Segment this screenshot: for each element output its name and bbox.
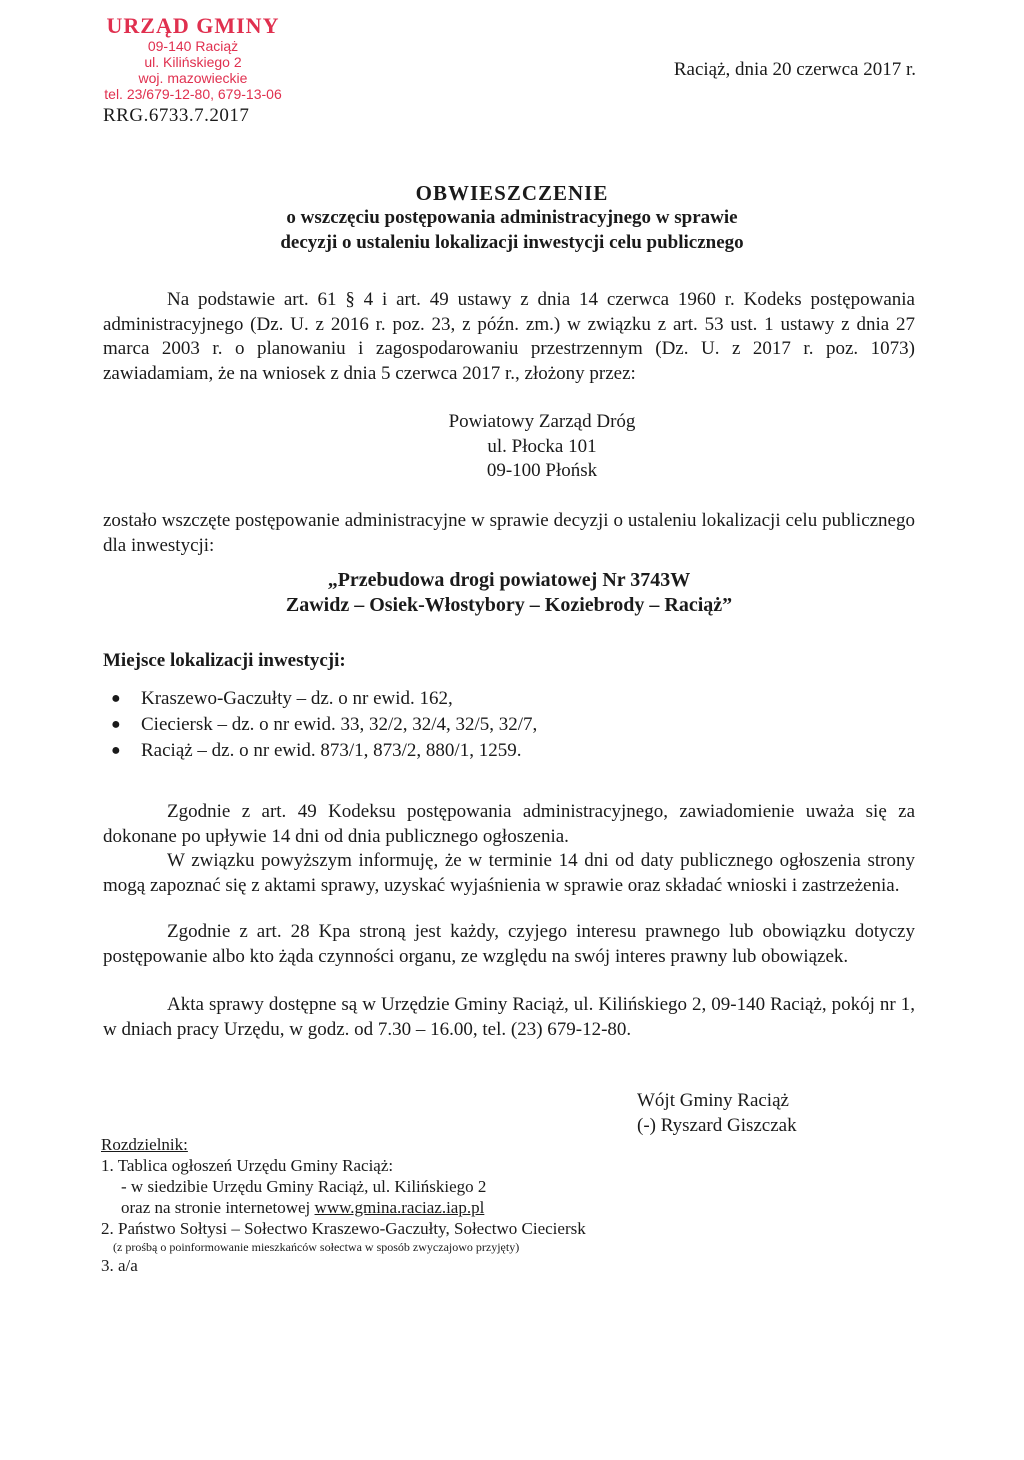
project-title-line-2: Zawidz – Osiek-Włostybory – Koziebrody – Raciąż”: [285, 594, 733, 616]
body-paragraph-1: Zgodnie z art. 49 Kodeksu postępowania administracyjnego, zawiadomienie uważa się za dokonane po upływie 14 dni od dnia publicznego ogłoszenia.: [103, 801, 915, 847]
project-title-line-1: „Przebudowa drogi powiatowej Nr 3743W: [327, 569, 691, 591]
signature-title: Wójt Gminy Raciąż: [637, 1090, 789, 1111]
notice-title: OBWIESZCZENIE: [415, 181, 609, 205]
applicant-city: 09-100 Płońsk: [486, 460, 598, 481]
distribution-item-2-note: (z prośbą o poinformowanie mieszkańców sołectwa w sposób zwyczajowo przyjęty): [113, 1240, 520, 1254]
distribution-item-1: 1. Tablica ogłoszeń Urzędu Gminy Raciąż:: [101, 1156, 394, 1175]
intro-paragraph: Na podstawie art. 61 § 4 i art. 49 ustawy z dnia 14 czerwca 1960 r. Kodeks postępowania administracyjnego (Dz. U. z 2016 r. poz. 23, z późn. zm.) w związku z art. 53 ust. 1 ustawy z dnia 27 marca 2003 r. o planowaniu i zagospodarowaniu przestrzennym (Dz. U. z 2017 r. poz. 1073) zawiadamiam, że na wniosek z dnia 5 czerwca 2017 r., złożony przez:: [103, 289, 915, 384]
list-item: [103, 712, 537, 738]
list-item: [103, 686, 537, 712]
stamp-phone: tel. 23/679-12-80, 679-13-06: [104, 86, 282, 102]
location-text: Cieciersk – dz. o nr ewid. 33, 32/2, 32/4, 32/5, 32/7,: [141, 714, 538, 735]
place-date: Raciąż, dnia 20 czerwca 2017 r.: [673, 59, 916, 80]
bullet-icon: ●: [111, 690, 121, 707]
proceedings-started-paragraph: zostało wszczęte postępowanie administracyjne w sprawie decyzji o ustaleniu lokalizacji celu publicznego dla inwestycji:: [103, 510, 915, 556]
body-paragraph-3: Zgodnie z art. 28 Kpa stroną jest każdy, czyjego interesu prawnego lub obowiązku dotyczy postępowanie albo kto żąda czynności organu, ze względu na swój interes prawny lub obowiązek.: [103, 921, 915, 967]
bullet-icon: ●: [111, 742, 121, 759]
project-title: [103, 568, 915, 618]
body-paragraph-4: Akta sprawy dostępne są w Urzędzie Gminy Raciąż, ul. Kilińskiego 2, 09-140 Raciąż, pokój nr 1, w dniach pracy Urzędu, w godz. od 7.30 – 16.00, tel. (23) 679-12-80.: [103, 994, 915, 1040]
applicant-street: ul. Płocka 101: [487, 435, 597, 457]
notice-subtitle-2: decyzji o ustaleniu lokalizacji inwestycji celu publicznego: [280, 232, 744, 253]
location-list: [103, 686, 537, 764]
stamp-region: woj. mazowieckie: [138, 70, 248, 86]
municipality-website-link[interactable]: www.gmina.raciaz.iap.pl: [314, 1198, 485, 1217]
applicant-name: Powiatowy Zarząd Dróg: [448, 411, 636, 432]
location-text: Raciąż – dz. o nr ewid. 873/1, 873/2, 880/1, 1259.: [141, 740, 522, 761]
reference-number: RRG.6733.7.2017: [103, 105, 250, 126]
office-stamp: [88, 14, 298, 102]
distribution-item-2: 2. Państwo Sołtysi – Sołectwo Kraszewo-Gaczułty, Sołectwo Cieciersk: [101, 1219, 586, 1238]
notice-heading: [0, 181, 1024, 255]
distribution-heading: Rozdzielnik:: [101, 1135, 188, 1154]
distribution-website-label: oraz na stronie internetowej: [121, 1198, 315, 1217]
applicant-address: [0, 410, 1024, 484]
distribution-item-1-sub-2: [101, 1197, 586, 1218]
signature-name: (-) Ryszard Giszczak: [637, 1114, 797, 1136]
distribution-item-3: 3. a/a: [101, 1256, 138, 1275]
body-paragraph-2: W związku powyższym informuję, że w terminie 14 dni od daty publicznego ogłoszenia strony mogą zapoznać się z aktami sprawy, uzyskać wyjaśnienia w sprawie oraz składać wnioski i zastrzeżenia.: [103, 850, 915, 896]
bullet-icon: ●: [111, 716, 121, 733]
stamp-title: URZĄD GMINY: [106, 13, 280, 38]
location-text: Kraszewo-Gaczułty – dz. o nr ewid. 162,: [141, 688, 453, 709]
stamp-street: ul. Kilińskiego 2: [144, 54, 242, 70]
stamp-postal: 09-140 Raciąż: [147, 38, 239, 54]
distribution-item-1-sub-1: - w siedzibie Urzędu Gminy Raciąż, ul. Kilińskiego 2: [121, 1177, 487, 1196]
location-heading: Miejsce lokalizacji inwestycji:: [103, 650, 346, 671]
notice-subtitle-1: o wszczęciu postępowania administracyjnego w sprawie: [286, 207, 738, 228]
list-item: [103, 738, 537, 764]
signature-block: [637, 1089, 797, 1138]
distribution-list: [101, 1134, 586, 1276]
